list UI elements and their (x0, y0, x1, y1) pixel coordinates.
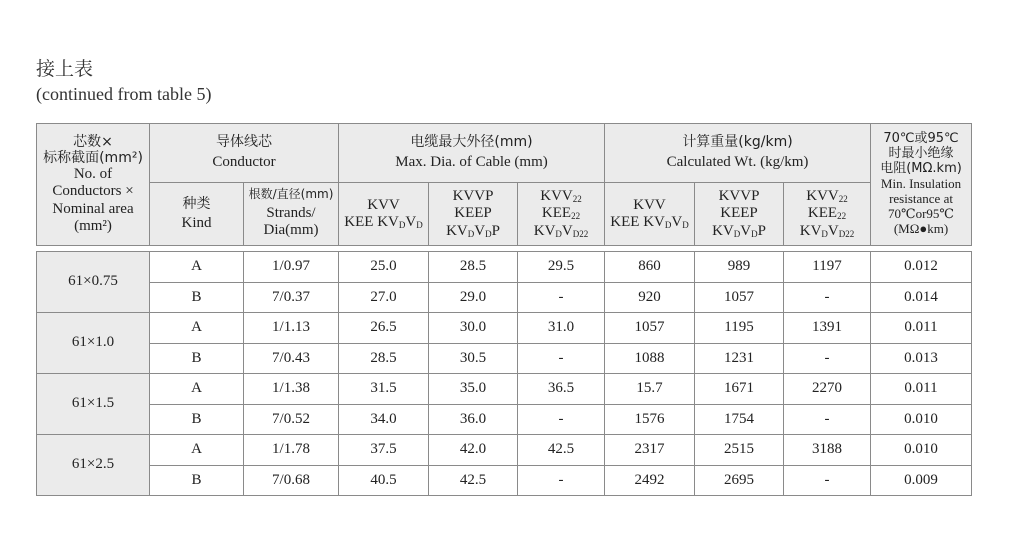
weight-cell: 1057 (605, 313, 695, 344)
header-kind-en: Kind (181, 214, 212, 231)
weight-cell: 2270 (784, 374, 871, 405)
dia-cell: - (518, 343, 605, 374)
dia-cell: 30.5 (429, 343, 518, 374)
weight-cell: 1671 (695, 374, 784, 405)
wt-type-kvvp-v: V (740, 222, 752, 239)
header-max-dia (339, 124, 605, 183)
dia-cell: - (518, 282, 605, 313)
weight-cell: 15.7 (605, 374, 695, 405)
header-kind-zh: 种类 (182, 195, 211, 212)
weight-cell: - (784, 465, 871, 496)
strands-cell: 7/0.43 (244, 343, 339, 374)
table-row (37, 404, 972, 435)
header-size (37, 124, 150, 246)
dia-cell: - (518, 404, 605, 435)
header-resistance-en: Min. Insulation resistance at 70℃or95℃ (MΩ●km) (880, 176, 962, 236)
cable-spec-table (36, 123, 972, 496)
dia-cell: 42.5 (518, 435, 605, 466)
header-wt-type-kvvp (695, 183, 784, 246)
type-kvvp-tail: P (491, 222, 500, 239)
wt-type-kvvp-line1: KEEP (720, 205, 758, 222)
header-wt-type-kvv (605, 183, 695, 246)
header-strands-en: Strands/ Dia(mm) (263, 205, 319, 239)
header-conductor-zh: 导体线芯 (216, 134, 272, 151)
kind-cell: A (150, 435, 244, 466)
strands-cell: 7/0.37 (244, 282, 339, 313)
header-size-zh (37, 134, 149, 166)
weight-cell: 1197 (784, 252, 871, 283)
weight-cell: 920 (605, 282, 695, 313)
caption-english: (continued from table 5) (36, 84, 212, 104)
type-kvv22-line0 (518, 188, 604, 205)
wt-type-kvv-v: V (671, 214, 683, 230)
weight-cell: 2492 (605, 465, 695, 496)
size-cell: 61×0.75 (37, 252, 150, 313)
header-strands (244, 183, 339, 246)
wt-type-kvv-sub2: D (682, 220, 689, 230)
dia-cell: 40.5 (339, 465, 429, 496)
kind-cell: A (150, 313, 244, 344)
type-kvvp-line2 (429, 223, 517, 240)
weight-cell: 1231 (695, 343, 784, 374)
header-type-kvvp (429, 183, 518, 246)
size-cell: 61×1.0 (37, 313, 150, 374)
weight-cell: 1088 (605, 343, 695, 374)
strands-cell: 7/0.52 (244, 404, 339, 435)
type-kvv22-sub3: D22 (572, 228, 589, 239)
header-weight-en: Calculated Wt. (kg/km) (666, 154, 809, 171)
wt-type-kvv22-sub1: 22 (837, 211, 847, 222)
weight-cell: 3188 (784, 435, 871, 466)
weight-cell: 1195 (695, 313, 784, 344)
dia-cell: 35.0 (429, 374, 518, 405)
dia-cell: 28.5 (429, 252, 518, 283)
header-wt-type-kvv22 (784, 183, 871, 246)
dia-cell: 36.5 (518, 374, 605, 405)
type-kvv-line2-text: KEE KV (344, 214, 399, 230)
dia-cell: 25.0 (339, 252, 429, 283)
type-kvvp-line0: KVVP (452, 188, 494, 205)
wt-type-kvv22-line0-text: KVV (806, 188, 839, 205)
strands-cell: 1/1.78 (244, 435, 339, 466)
resistance-cell: 0.010 (871, 435, 972, 466)
header-max-dia-en: Max. Dia. of Cable (mm) (395, 154, 548, 171)
kind-cell: A (150, 252, 244, 283)
weight-cell: - (784, 404, 871, 435)
strands-cell: 1/1.38 (244, 374, 339, 405)
dia-cell: 29.0 (429, 282, 518, 313)
table-row (37, 282, 972, 313)
resistance-cell: 0.011 (871, 374, 972, 405)
weight-cell: 2515 (695, 435, 784, 466)
kind-cell: B (150, 343, 244, 374)
resistance-cell: 0.014 (871, 282, 972, 313)
type-kvv22-sub0: 22 (572, 194, 582, 205)
type-kvvp-line2-text: KV (446, 222, 468, 239)
wt-type-kvvp-line0: KVVP (718, 188, 760, 205)
wt-type-kvv22-sub2: D (821, 228, 828, 239)
dia-cell: 30.0 (429, 313, 518, 344)
weight-cell: 1391 (784, 313, 871, 344)
wt-type-kvvp-line2-text: KV (712, 222, 734, 239)
kind-cell: B (150, 465, 244, 496)
wt-type-kvvp-line2 (695, 223, 783, 240)
type-kvv22-v: V (561, 222, 573, 239)
dia-cell: 42.0 (429, 435, 518, 466)
table-row (37, 435, 972, 466)
type-kvv22-line0-text: KVV (540, 188, 573, 205)
wt-type-kvv22-line1-text: KEE (807, 205, 838, 222)
caption-chinese: 接上表 (36, 58, 94, 80)
size-cell: 61×2.5 (37, 435, 150, 496)
dia-cell: 36.0 (429, 404, 518, 435)
strands-cell: 7/0.68 (244, 465, 339, 496)
type-kvv-line1: KVV (367, 196, 400, 213)
kind-cell: B (150, 404, 244, 435)
type-kvvp-v: V (474, 222, 486, 239)
weight-cell: 1576 (605, 404, 695, 435)
header-conductor (150, 124, 339, 183)
type-kvvp-sub1: D (467, 228, 475, 239)
wt-type-kvvp-sub2: D (751, 228, 758, 239)
type-kvv22-line1-text: KEE (541, 205, 572, 222)
table-row (37, 313, 972, 344)
type-kvv-sub1: D (398, 220, 406, 230)
table-row (37, 374, 972, 405)
wt-type-kvv22-line2-text: KV (799, 222, 822, 239)
resistance-cell: 0.012 (871, 252, 972, 283)
table-row (37, 465, 972, 496)
type-kvv22-sub2: D (555, 228, 562, 239)
header-conductor-en: Conductor (212, 154, 276, 171)
table-row (37, 343, 972, 374)
header-kind (150, 183, 244, 246)
wt-type-kvvp-tail: P (757, 222, 766, 239)
dia-cell: 28.5 (339, 343, 429, 374)
header-strands-zh: 根数/直径(mm) (248, 187, 334, 202)
weight-cell: 860 (605, 252, 695, 283)
dia-cell: 26.5 (339, 313, 429, 344)
header-type-kvv (339, 183, 429, 246)
kind-cell: B (150, 282, 244, 313)
type-kvv-v: V (405, 214, 417, 230)
size-cell: 61×1.5 (37, 374, 150, 435)
type-kvv22-sub1: 22 (571, 211, 581, 222)
dia-cell: 27.0 (339, 282, 429, 313)
resistance-cell: 0.010 (871, 404, 972, 435)
header-resistance-zh: 70℃或95℃ 时最小绝缘 电阻(MΩ.km) (880, 131, 962, 177)
wt-type-kvv22-line2 (784, 223, 870, 240)
strands-cell: 1/1.13 (244, 313, 339, 344)
header-weight (605, 124, 871, 183)
dia-cell: 31.5 (339, 374, 429, 405)
type-kvvp-line1: KEEP (454, 205, 492, 222)
wt-type-kvv22-line0 (784, 188, 870, 205)
header-weight-zh: 计算重量(kg/km) (682, 134, 793, 151)
resistance-cell: 0.011 (871, 313, 972, 344)
type-kvv-sub2: D (416, 220, 423, 230)
wt-type-kvv-line2 (605, 214, 694, 231)
kind-cell: A (150, 374, 244, 405)
dia-cell: 34.0 (339, 404, 429, 435)
wt-type-kvv22-sub0: 22 (838, 194, 848, 205)
header-type-kvv22 (518, 183, 605, 246)
weight-cell: 2317 (605, 435, 695, 466)
type-kvv-line2 (339, 214, 428, 231)
weight-cell: - (784, 282, 871, 313)
wt-type-kvv22-sub3: D22 (838, 228, 855, 239)
header-size-zh-text: 芯数× 标称截面(mm²) (43, 133, 143, 166)
table-body (37, 246, 972, 496)
weight-cell: 989 (695, 252, 784, 283)
dia-cell: - (518, 465, 605, 496)
dia-cell: 31.0 (518, 313, 605, 344)
wt-type-kvv22-line1 (784, 205, 870, 222)
type-kvv22-line2-text: KV (533, 222, 556, 239)
weight-cell: 2695 (695, 465, 784, 496)
header-size-en: No. of Conductors × Nominal area (mm²) (52, 166, 134, 234)
dia-cell: 29.5 (518, 252, 605, 283)
strands-cell: 1/0.97 (244, 252, 339, 283)
type-kvv22-line1 (518, 205, 604, 222)
type-kvvp-sub2: D (485, 228, 492, 239)
weight-cell: - (784, 343, 871, 374)
wt-type-kvv-line1: KVV (633, 196, 666, 213)
wt-type-kvvp-sub1: D (733, 228, 741, 239)
header-max-dia-zh: 电缆最大外径(mm) (410, 134, 533, 151)
dia-cell: 37.5 (339, 435, 429, 466)
wt-type-kvv-line2-text: KEE KV (610, 214, 665, 230)
weight-cell: 1754 (695, 404, 784, 435)
wt-type-kvv22-v: V (827, 222, 839, 239)
header-resistance (871, 124, 972, 246)
type-kvv22-line2 (518, 223, 604, 240)
weight-cell: 1057 (695, 282, 784, 313)
resistance-cell: 0.013 (871, 343, 972, 374)
wt-type-kvv-sub1: D (664, 220, 672, 230)
table-row (37, 252, 972, 283)
dia-cell: 42.5 (429, 465, 518, 496)
resistance-cell: 0.009 (871, 465, 972, 496)
